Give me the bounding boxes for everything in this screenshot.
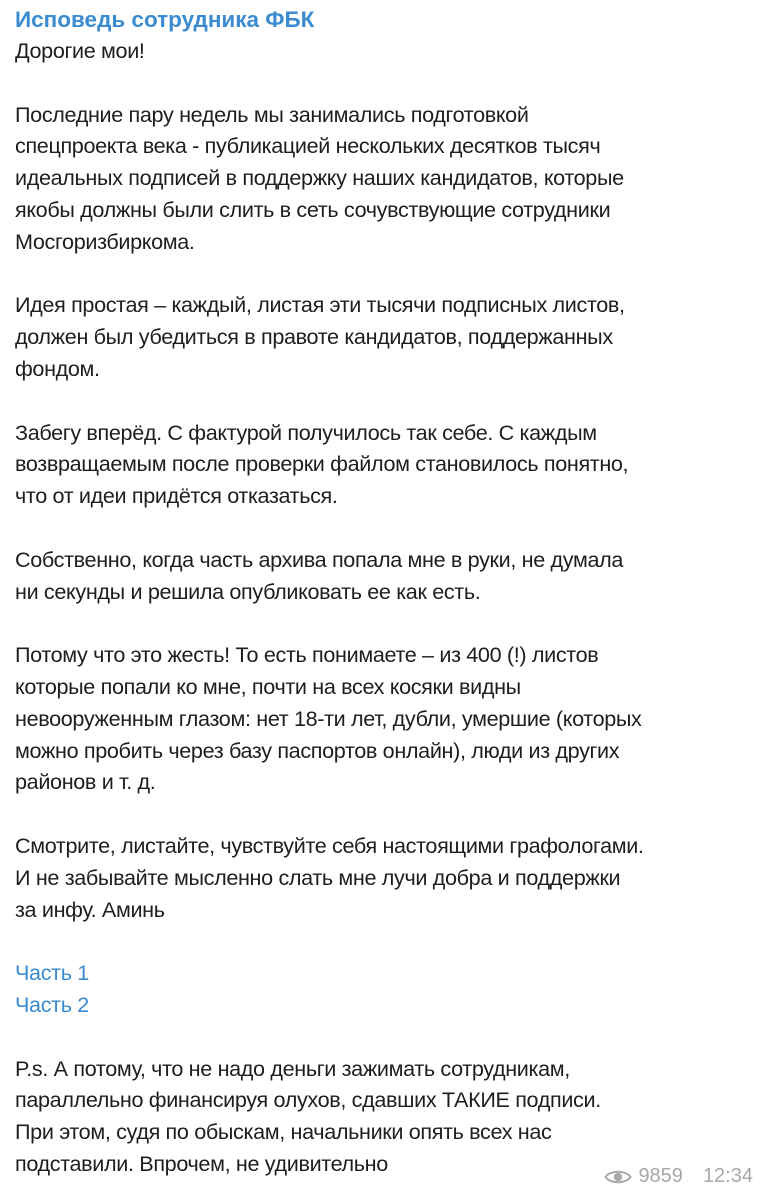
text-line: Потому что это жесть! То есть понимаете – из 400 (!) листов bbox=[15, 642, 599, 668]
text-line: Мосгоризбиркома. bbox=[15, 228, 195, 254]
post-paragraph bbox=[15, 289, 753, 384]
text-line: Забегу вперёд. С фактурой получилось так себе. С каждым bbox=[15, 419, 597, 445]
channel-name[interactable]: Исповедь сотрудника ФБК bbox=[15, 7, 315, 32]
text-line: параллельно финансируя олухов, сдавших ТАКИЕ подписи. bbox=[15, 1087, 601, 1113]
text-line: которые попали ко мне, почти на всех косяки видны bbox=[15, 673, 521, 699]
post-links bbox=[15, 957, 753, 1021]
text-line: районов и т. д. bbox=[15, 769, 156, 795]
text-line: подставили. Впрочем, не удивительно bbox=[15, 1150, 388, 1176]
text-line: И не забывайте мысленно слать мне лучи добра и поддержки bbox=[15, 864, 621, 890]
post-paragraph bbox=[15, 99, 753, 258]
link-part-2[interactable]: Часть 2 bbox=[15, 991, 89, 1017]
view-count: 9859 bbox=[638, 1165, 683, 1187]
text-line: фондом. bbox=[15, 355, 100, 381]
eye-icon bbox=[604, 1168, 632, 1186]
post-meta bbox=[604, 1165, 753, 1188]
text-line: Идея простая – каждый, листая эти тысячи подписных листов, bbox=[15, 292, 625, 318]
text-line: При этом, судя по обыскам, начальники опять всех нас bbox=[15, 1119, 552, 1145]
text-line: за инфу. Аминь bbox=[15, 896, 165, 922]
post-paragraph bbox=[15, 830, 753, 925]
post-paragraph bbox=[15, 639, 753, 798]
post-time: 12:34 bbox=[702, 1165, 753, 1187]
text-line: Последние пару недель мы занимались подготовкой bbox=[15, 101, 529, 127]
post-paragraph bbox=[15, 544, 753, 608]
text-line: ни секунды и решила опубликовать ее как есть. bbox=[15, 578, 481, 604]
text-line: спецпроекта века - публикацией нескольких десятков тысяч bbox=[15, 133, 601, 159]
text-line: что от идеи придётся отказаться. bbox=[15, 483, 338, 509]
post-postscript bbox=[15, 1053, 753, 1180]
post-paragraph bbox=[15, 417, 753, 512]
text-line: невооруженным глазом: нет 18-ти лет, дубли, умершие (которых bbox=[15, 705, 642, 731]
text-line: идеальных подписей в поддержку наших кандидатов, которые bbox=[15, 165, 624, 191]
post-body bbox=[15, 35, 753, 1180]
text-line: возвращаемым после проверки файлом становилось понятно, bbox=[15, 451, 629, 477]
post-greeting: Дорогие мои! bbox=[15, 38, 145, 63]
text-line: якобы должны были слить в сеть сочувствующие сотрудники bbox=[15, 196, 611, 222]
text-line: Смотрите, листайте, чувствуйте себя настоящими графологами. bbox=[15, 832, 644, 858]
text-line: можно пробить через базу паспортов онлайн), люди из других bbox=[15, 737, 620, 763]
text-line: Собственно, когда часть архива попала мне в руки, не думала bbox=[15, 546, 624, 572]
text-line: P.s. А потому, что не надо деньги зажимать сотрудникам, bbox=[15, 1055, 570, 1081]
link-part-1[interactable]: Часть 1 bbox=[15, 960, 89, 986]
text-line: должен был убедиться в правоте кандидатов, поддержанных bbox=[15, 324, 613, 350]
